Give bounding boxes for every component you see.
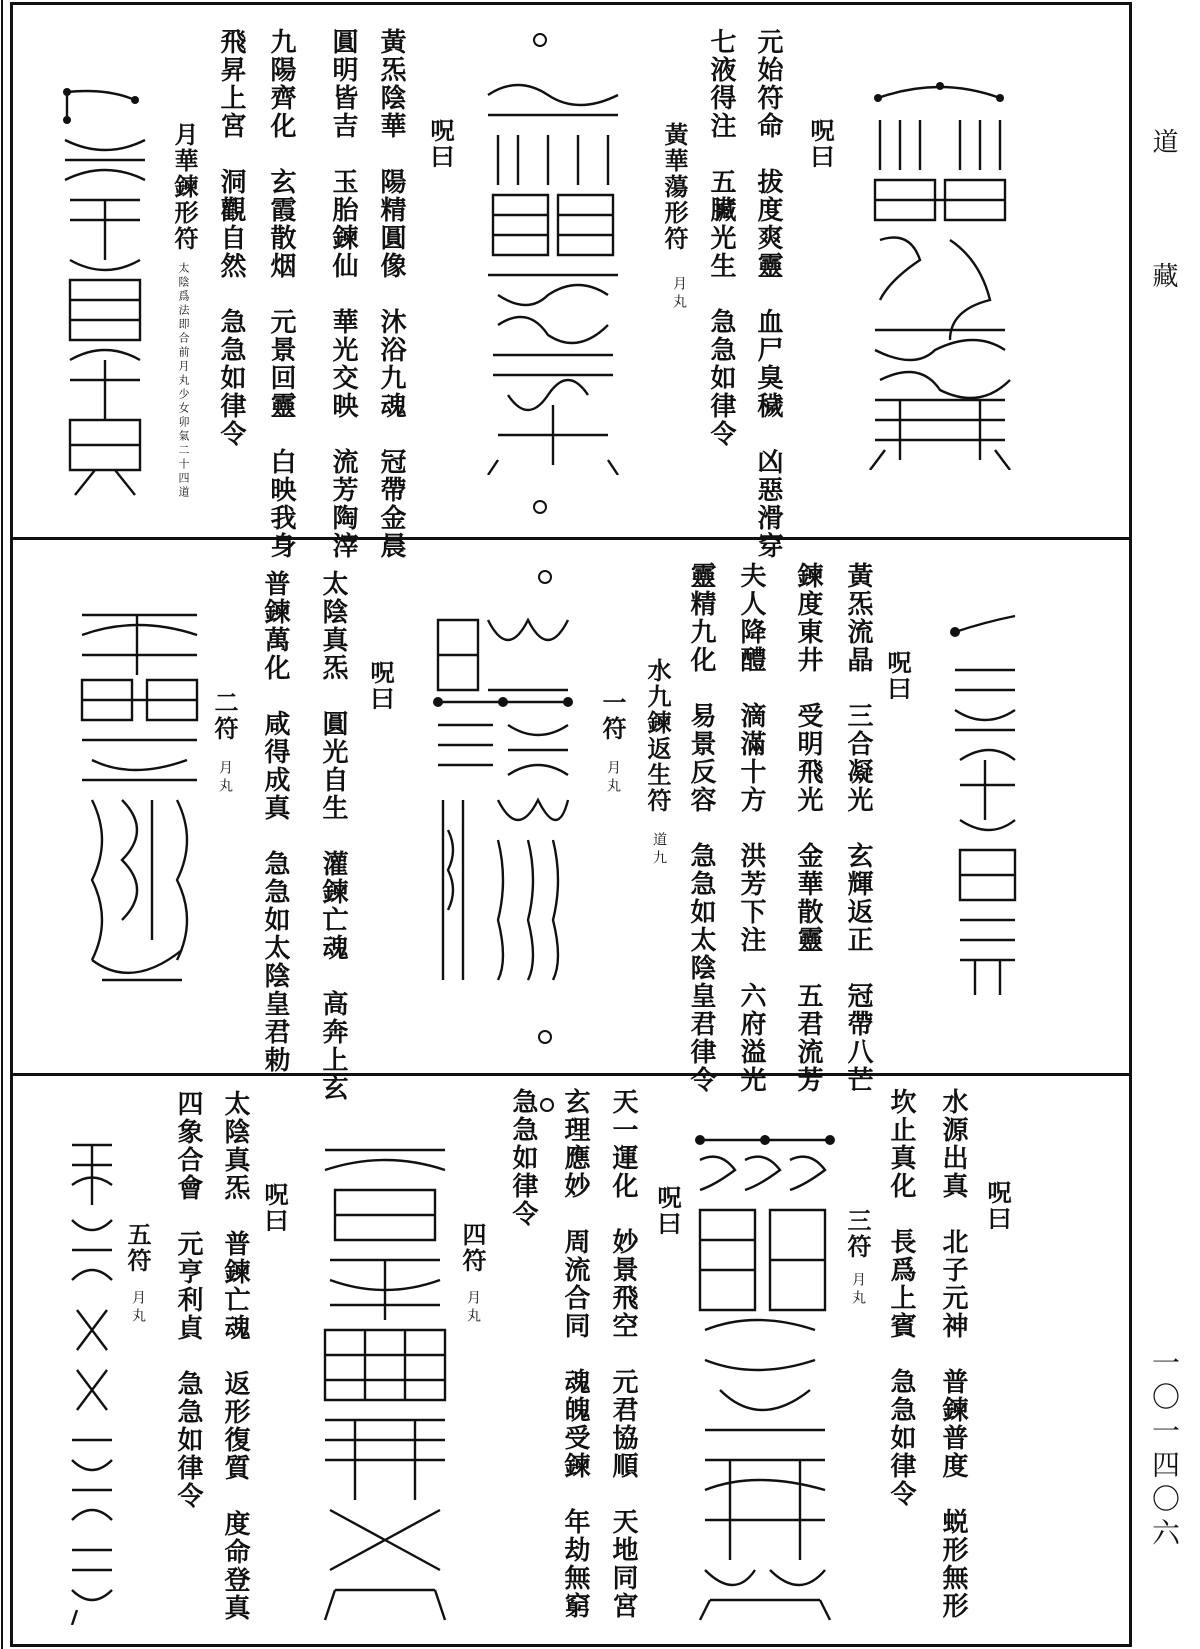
panel1-spell-label-2: 呪曰 — [426, 118, 455, 170]
panel3-marker — [540, 1098, 554, 1112]
talisman-panel3-fifth — [62, 1130, 122, 1625]
panel2-marker-top — [538, 570, 552, 584]
panel1-talisman-b-note: 太陰爲法即合前月丸少女卯氣二十四道 — [177, 262, 190, 500]
panel2-talisman-2-label: 二符 — [210, 690, 239, 742]
talisman-panel3-fourth — [315, 1130, 455, 1625]
panel2-talisman-2-note: 月丸 — [217, 760, 233, 796]
panel2-talisman-a-caption: 水九鍊返生符 — [643, 658, 672, 814]
panel3-talisman-5-label: 五符 — [123, 1222, 152, 1274]
panel1-marker-top — [533, 33, 547, 47]
panel3-talisman-3-label: 三符 — [843, 1208, 872, 1260]
panel1-talisman-a-caption: 黃華蕩形符 — [660, 122, 689, 252]
panel2-talisman-1-label: 一符 — [598, 690, 627, 742]
panel3-spell-label-2: 呪曰 — [653, 1185, 682, 1237]
panel3-spell-label-3: 呪曰 — [260, 1182, 289, 1234]
panel3-incantation-b-col1: 天一運化 妙景飛空 元君協順 天地同宮 — [608, 1088, 638, 1620]
left-edge — [1, 0, 3, 1649]
panel2-incantation-a-col4: 靈精九化 易景反容 急急如太陰皇君律令 — [686, 562, 716, 1094]
panel1-incantation-b-col2: 圓明皆吉 玉胎鍊仙 華光交映 流芳陶滓 — [328, 28, 358, 560]
panel3-talisman-5-note: 月丸 — [130, 1290, 146, 1326]
side-title-char-2: 藏 — [1148, 262, 1178, 290]
panel-divider-1 — [10, 537, 1132, 540]
panel1-spell-label: 呪曰 — [806, 118, 835, 170]
talisman-huanghua-dangxing — [860, 80, 1020, 470]
panel2-marker-bottom — [538, 1030, 552, 1044]
panel2-incantation-b-col1: 太陰真炁 圓光自生 灌鍊亡魂 高奔上玄 — [318, 570, 348, 1102]
panel1-incantation-b-col3: 九陽齊化 玄霞散烟 元景回靈 白映我身 — [266, 28, 296, 560]
panel3-incantation-c-col2: 四象合會 元亨利貞 急急如律令 — [173, 1090, 203, 1510]
talisman-shui-jiu-lian-fansheng — [945, 610, 1025, 1000]
panel3-spell-label: 呪曰 — [983, 1180, 1012, 1232]
panel1-talisman-b-caption: 月華鍊形符 — [170, 122, 199, 252]
panel1-incantation-a-col2: 七液得注 五臟光生 急急如律令 — [706, 28, 736, 448]
panel3-incantation-b-col3: 急急如律令 — [508, 1088, 538, 1228]
panel3-talisman-4-label: 四符 — [458, 1222, 487, 1274]
panel2-incantation-a-col3: 夫人降醴 滴滿十方 洪芳下注 六府溢光 — [736, 562, 766, 1094]
panel3-talisman-3-note: 月丸 — [850, 1272, 866, 1308]
page-number: 一〇一四〇六 — [1148, 1348, 1181, 1552]
side-title-char-1: 道 — [1148, 128, 1178, 156]
panel2-incantation-b-col2: 普鍊萬化 咸得成真 急急如太陰皇君勅 — [260, 570, 290, 1074]
talisman-central-panel1 — [478, 65, 628, 475]
panel1-incantation-b-col1: 黃炁陰華 陽精圓像 沐浴九魂 冠帶金晨 — [376, 28, 406, 560]
panel3-talisman-4-note: 月丸 — [465, 1290, 481, 1326]
talisman-yuehua-lianxing — [55, 80, 155, 500]
panel3-incantation-b-col2: 玄理應妙 周流合同 魂魄受鍊 年劫無窮 — [560, 1088, 590, 1620]
panel-divider-2 — [10, 1073, 1132, 1076]
talisman-central-panel2 — [428, 610, 578, 1000]
panel1-incantation-a-col1: 元始符命 拔度爽靈 血尸臭穢 凶惡滑穿 — [753, 28, 783, 560]
panel2-spell-label-2: 呪曰 — [366, 660, 395, 712]
panel2-incantation-a-col1: 黃炁流晶 三合凝光 玄輝返正 冠帶八芒 — [843, 562, 873, 1094]
panel2-talisman-a-note: 道九 — [651, 832, 667, 868]
talisman-panel3-third — [690, 1130, 840, 1625]
panel3-incantation-c-col1: 太陰真炁 普鍊亡魂 返形復質 度命登真 — [220, 1090, 250, 1622]
talisman-panel2-second — [72, 600, 207, 1000]
panel2-incantation-a-col2: 鍊度東井 受明飛光 金華散靈 五君流芳 — [793, 562, 823, 1094]
panel2-spell-label: 呪曰 — [883, 650, 912, 702]
panel2-talisman-1-note: 月丸 — [605, 760, 621, 796]
panel1-marker-bottom — [533, 500, 547, 514]
panel1-talisman-a-note: 月丸 — [671, 276, 687, 312]
panel3-incantation-a-col2: 坎止真化 長爲上賓 急急如律令 — [886, 1088, 916, 1508]
panel1-incantation-b-col4: 飛昇上宮 洞觀自然 急急如律令 — [216, 28, 246, 448]
panel3-incantation-a-col1: 水源出真 北子元神 普鍊普度 蜕形無形 — [938, 1088, 968, 1620]
